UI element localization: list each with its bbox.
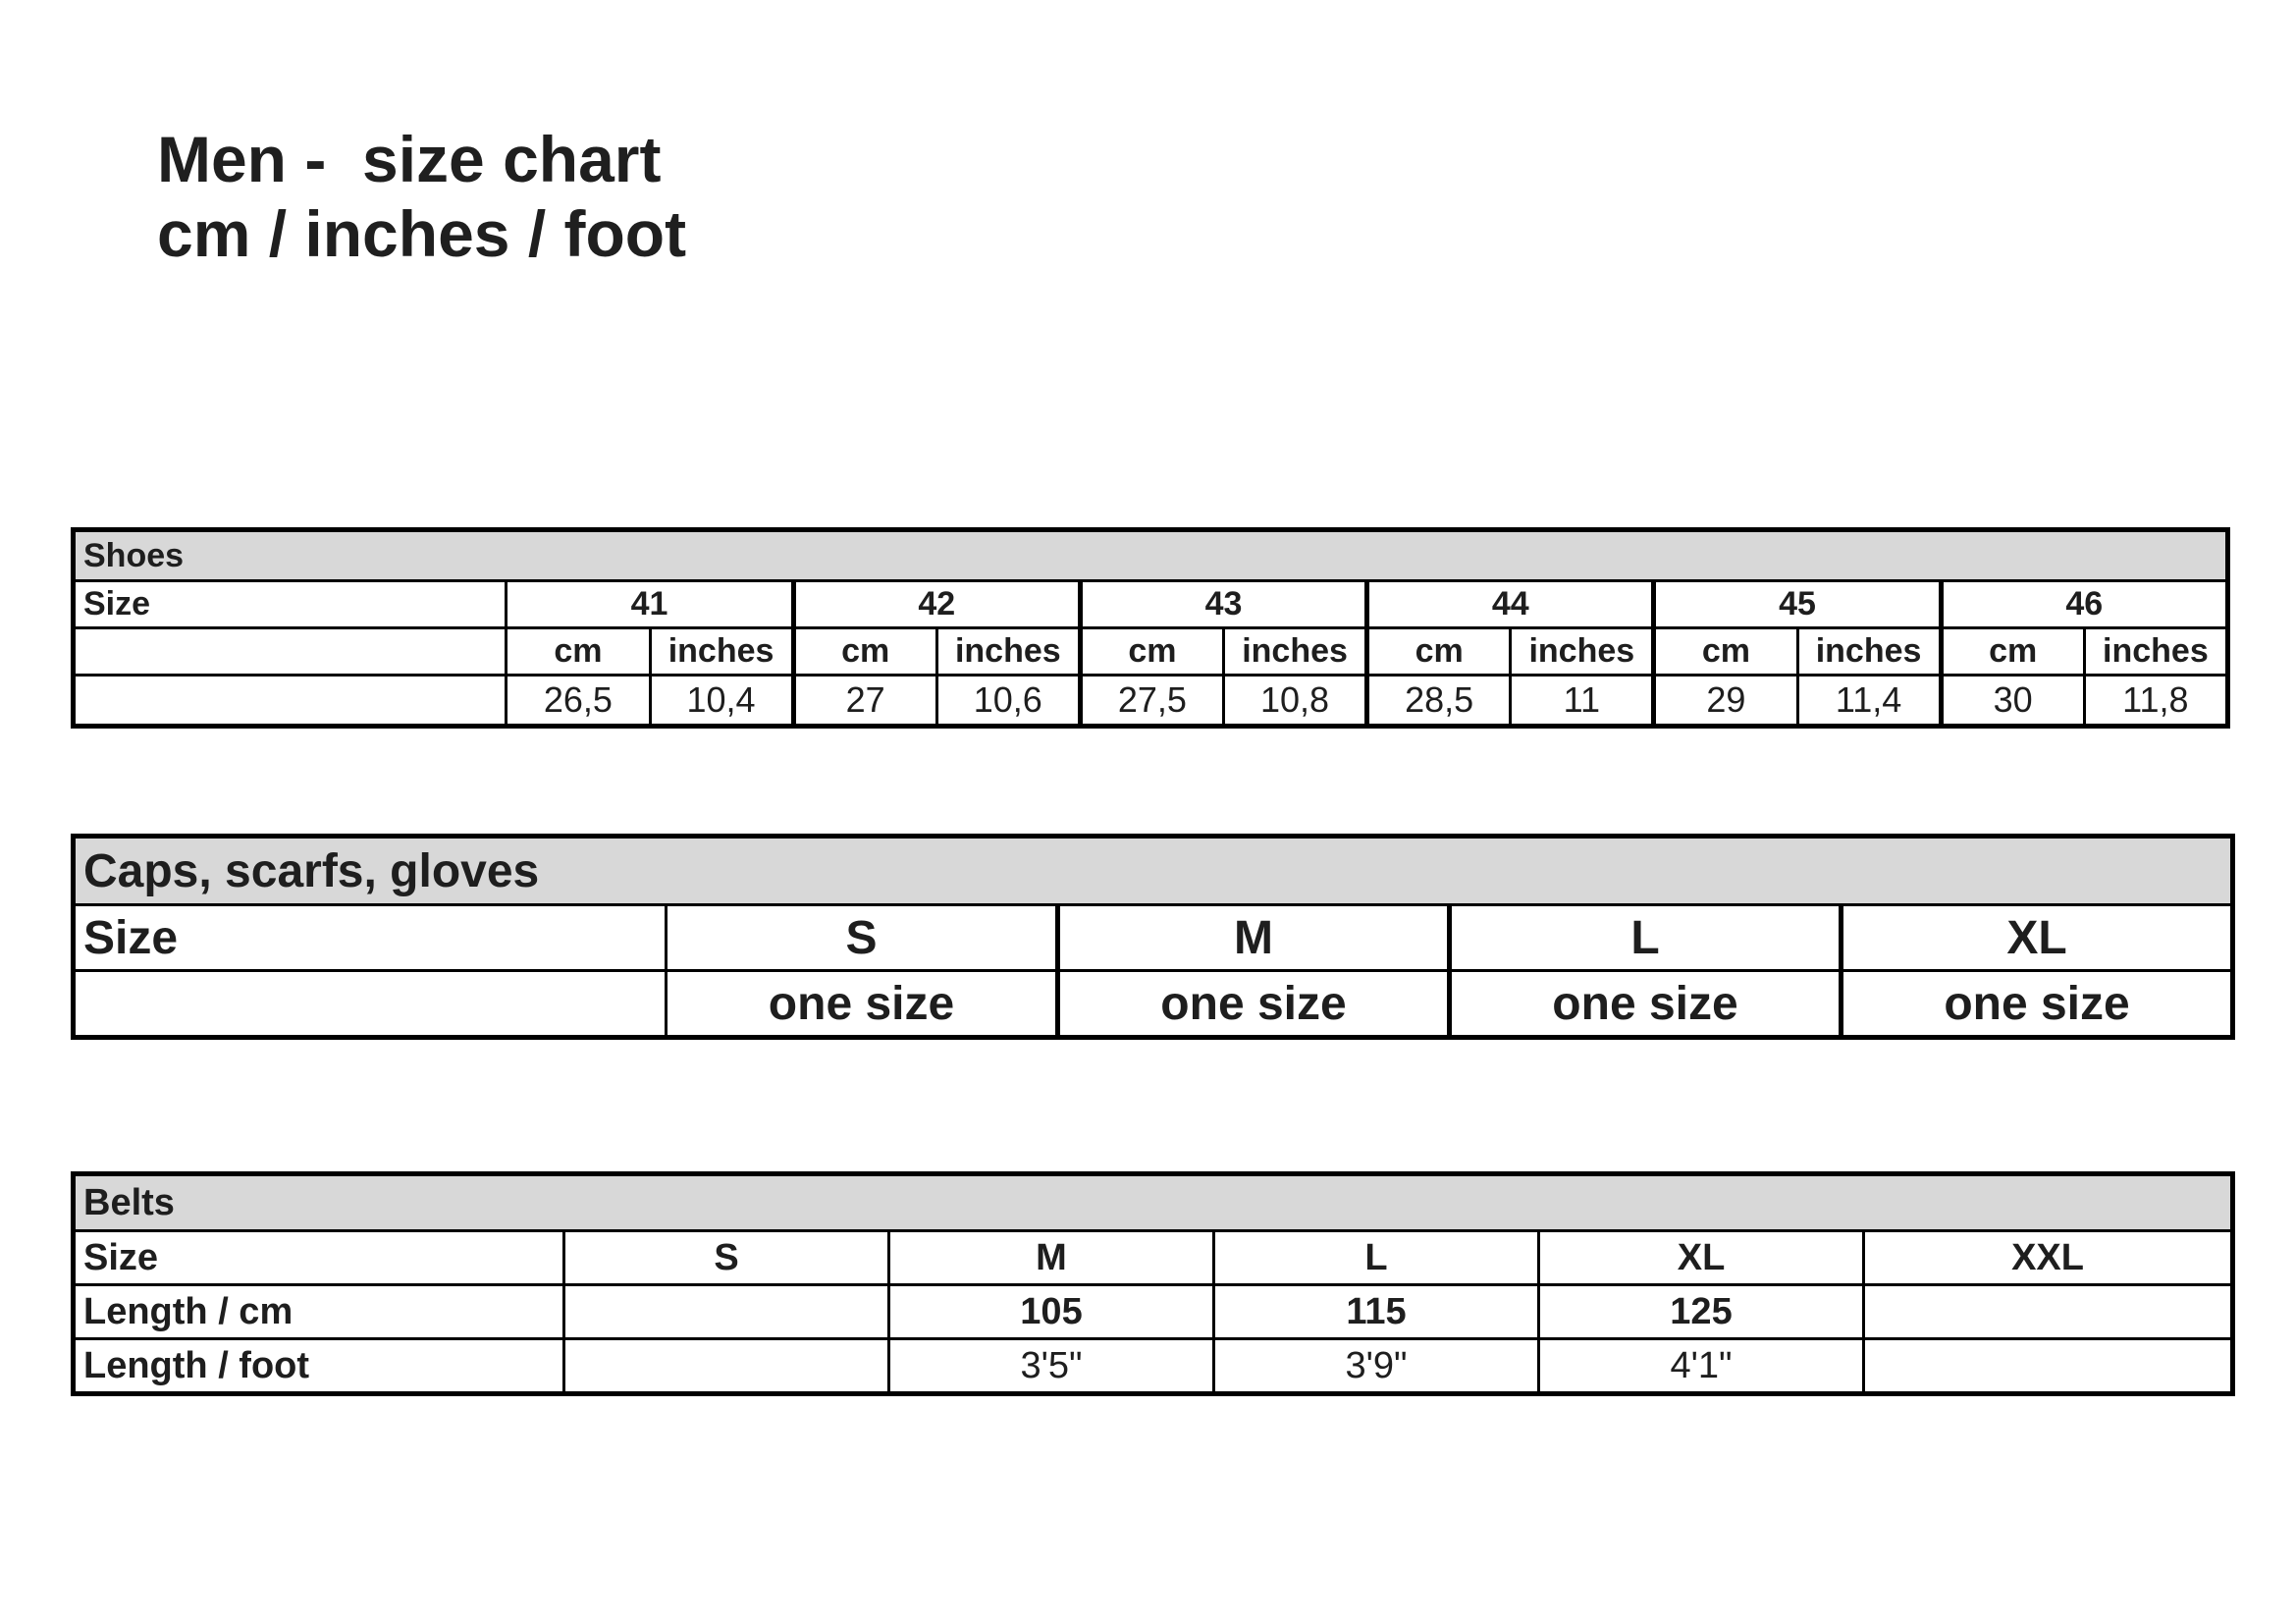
- shoes-unit-inches: inches: [1224, 628, 1367, 676]
- caps-value-xl: one size: [1842, 971, 2233, 1038]
- shoes-unit-inches: inches: [936, 628, 1080, 676]
- caps-value-m: one size: [1058, 971, 1450, 1038]
- shoes-unit-row-label: [74, 628, 507, 676]
- shoes-heading: Shoes: [74, 530, 2228, 581]
- caps-value-l: one size: [1450, 971, 1842, 1038]
- caps-table: [71, 834, 2235, 1040]
- shoes-value-cm: 30: [1941, 676, 2084, 727]
- shoes-value-inches: 11: [1511, 676, 1654, 727]
- caps-size-xl: XL: [1842, 905, 2233, 971]
- shoes-unit-inches: inches: [1797, 628, 1941, 676]
- belts-foot-xxl: [1864, 1339, 2233, 1394]
- belts-cm-l: 115: [1214, 1285, 1539, 1339]
- belts-size-l: L: [1214, 1231, 1539, 1285]
- caps-value-row-label: [74, 971, 667, 1038]
- shoes-unit-cm: cm: [1367, 628, 1511, 676]
- shoes-size-label: Size: [74, 581, 507, 628]
- belts-heading: Belts: [74, 1174, 2233, 1231]
- shoes-size-44: 44: [1367, 581, 1654, 628]
- shoes-unit-cm: cm: [793, 628, 936, 676]
- caps-size-label: Size: [74, 905, 667, 971]
- shoes-table: [71, 527, 2230, 729]
- belts-cm-xxl: [1864, 1285, 2233, 1339]
- caps-value-s: one size: [667, 971, 1058, 1038]
- shoes-value-inches: 11,4: [1797, 676, 1941, 727]
- shoes-value-inches: 10,6: [936, 676, 1080, 727]
- belts-size-s: S: [564, 1231, 889, 1285]
- belts-table: [71, 1171, 2235, 1396]
- belts-foot-xl: 4'1": [1539, 1339, 1864, 1394]
- belts-size-xl: XL: [1539, 1231, 1864, 1285]
- caps-size-s: S: [667, 905, 1058, 971]
- shoes-unit-cm: cm: [1941, 628, 2084, 676]
- belts-cm-s: [564, 1285, 889, 1339]
- belts-length-cm-label: Length / cm: [74, 1285, 564, 1339]
- shoes-unit-cm: cm: [507, 628, 650, 676]
- belts-size-label: Size: [74, 1231, 564, 1285]
- shoes-value-cm: 27: [793, 676, 936, 727]
- shoes-value-inches: 10,8: [1224, 676, 1367, 727]
- caps-heading: Caps, scarfs, gloves: [74, 837, 2233, 905]
- belts-cm-m: 105: [889, 1285, 1214, 1339]
- shoes-value-row-label: [74, 676, 507, 727]
- page-title: [157, 122, 686, 271]
- shoes-value-cm: 27,5: [1080, 676, 1223, 727]
- belts-size-xxl: XXL: [1864, 1231, 2233, 1285]
- title-line-2: cm / inches / foot: [157, 197, 687, 270]
- title-line-1: Men - size chart: [157, 123, 662, 195]
- shoes-value-inches: 11,8: [2084, 676, 2227, 727]
- shoes-unit-cm: cm: [1080, 628, 1223, 676]
- belts-size-m: M: [889, 1231, 1214, 1285]
- shoes-unit-inches: inches: [650, 628, 793, 676]
- shoes-value-cm: 29: [1654, 676, 1797, 727]
- caps-size-l: L: [1450, 905, 1842, 971]
- belts-foot-m: 3'5": [889, 1339, 1214, 1394]
- shoes-size-43: 43: [1080, 581, 1366, 628]
- shoes-size-41: 41: [507, 581, 793, 628]
- belts-foot-s: [564, 1339, 889, 1394]
- shoes-value-cm: 28,5: [1367, 676, 1511, 727]
- shoes-unit-inches: inches: [1511, 628, 1654, 676]
- shoes-size-46: 46: [1941, 581, 2227, 628]
- belts-length-foot-label: Length / foot: [74, 1339, 564, 1394]
- shoes-value-cm: 26,5: [507, 676, 650, 727]
- caps-size-m: M: [1058, 905, 1450, 971]
- shoes-unit-inches: inches: [2084, 628, 2227, 676]
- shoes-unit-cm: cm: [1654, 628, 1797, 676]
- belts-cm-xl: 125: [1539, 1285, 1864, 1339]
- shoes-value-inches: 10,4: [650, 676, 793, 727]
- belts-foot-l: 3'9": [1214, 1339, 1539, 1394]
- shoes-size-42: 42: [793, 581, 1080, 628]
- shoes-size-45: 45: [1654, 581, 1941, 628]
